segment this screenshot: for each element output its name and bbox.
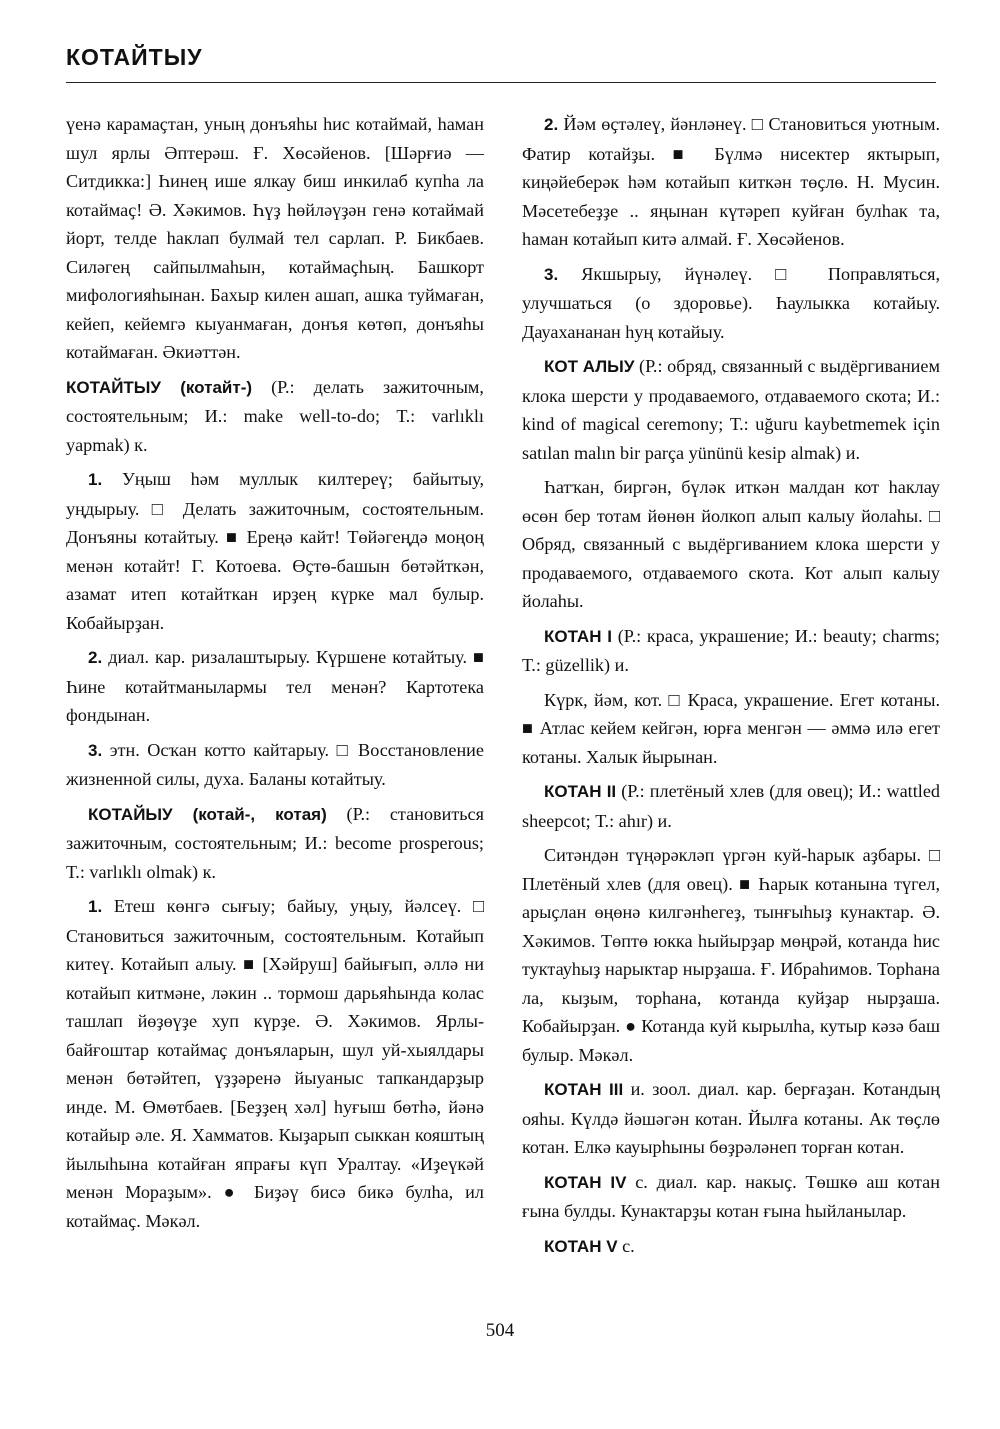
entry-headword: 1. — [88, 470, 103, 489]
entry-headword: 2. — [544, 115, 559, 134]
entry-text: (Р.: делать зажиточным, состоятельным; И.: make well-to-do; Т.: varlıklı yapmak) к. — [66, 376, 484, 455]
entry-paragraph — [66, 373, 484, 460]
entry-text: с. — [617, 1235, 635, 1256]
entry-paragraph — [66, 643, 484, 730]
entry-headword: КОТАН V — [544, 1236, 618, 1256]
entry-paragraph — [522, 110, 940, 254]
entry-text: Етеш көнгә сығыу; байыу, уңыу, йәлсеү. □ Становиться зажиточным, состоятельным. Котайып китеү. Котайып алыу. ■ [Хәйруш] байығып, әллә ни котайып китмәне, ләкин .. тормош дарьяһында колас ташлап йөҙөүҙе хуп күрҙе. Ә. Хәкимов. Ярлы-байғоштар котаймаҫ донъяларын, шул уй-хыялдары менән бөтәйтеп, үҙҙәренә йыуаныс тапкандарҙыр инде. М. Өмөтбаев. [Беҙҙең хәл] һуғыш бөтһә, йәнә котайыр әле. Я. Хамматов. Кыҙарып сыккан кояштың йылыһына котайған япрағы күп Уралтау. «Иҙеүкәй менән Мораҙым». ● Биҙәү бисә бикә булһа, ил котаймаҫ. Мәкәл. — [66, 896, 484, 1231]
entry-headword: КОТАН II — [544, 782, 617, 801]
entry-headword: КОТАЙЫУ (котай-, котая) — [88, 804, 327, 824]
entry-headword: 3. — [544, 264, 559, 284]
entry-paragraph — [522, 686, 940, 772]
entry-paragraph — [522, 260, 940, 347]
entry-text: (Р.: краса, украшение; И.: beauty; charms; Т.: güzellik) и. — [522, 625, 940, 675]
entry-text: (Р.: становиться зажиточным, состоятельным; И.: become prosperous; Т.: varlıklı olmak) к. — [66, 803, 484, 882]
entry-text: (Р.: плетёный хлев (для овец); И.: wattled sheepcot; Т.: ahır) и. — [522, 781, 940, 831]
entry-text: с. диал. кар. накыҫ. Төшкө аш котан ғына булды. Кунактарҙы котан ғына һыйланылар. — [522, 1171, 940, 1221]
entry-headword: КОТАН IV — [544, 1172, 627, 1192]
entry-paragraph — [66, 800, 484, 887]
header-rule — [66, 82, 936, 83]
entry-headword: 3. — [88, 740, 103, 760]
left-column — [66, 110, 484, 1241]
entry-headword: 1. — [88, 897, 103, 916]
page-number: 504 — [485, 1320, 515, 1341]
entry-paragraph — [66, 736, 484, 794]
entry-paragraph — [66, 465, 484, 637]
entry-paragraph — [522, 1075, 940, 1162]
entry-paragraph — [66, 110, 484, 367]
right-column — [522, 110, 940, 1267]
entry-text: (Р.: обряд, связанный с выдёргиванием клока шерсти у продаваемого, отдаваемого скота; И.: kind of magical ceremony; Т.: uğuru kaybetmemek için satılan malın bir parça yününü kesip almak) и. — [522, 356, 940, 463]
entry-paragraph — [522, 352, 940, 467]
entry-text: Якшырыу, йүнәлеү. □ Поправляться, улучшаться (о здоровье). Һаулыкка котайыу. Дауахананан һуң котайыу. — [522, 263, 940, 342]
entry-paragraph — [522, 622, 940, 680]
entry-paragraph — [66, 892, 484, 1235]
entry-headword: КОТАН I — [544, 626, 613, 646]
entry-headword: КОТ АЛЫУ — [544, 357, 635, 376]
entry-paragraph — [522, 1168, 940, 1226]
entry-text: диал. кар. ризалаштырыу. Күршене котайтыу. ■ Һине котайтманылармы тел менән? Картотека фондынан. — [66, 647, 484, 725]
entry-text: Күрк, йәм, кот. □ Краса, украшение. Егет котаны. ■ Атлас кейем кейгән, юрға менгән — әммә илә егет котаны. Халык йырынан. — [522, 689, 940, 767]
entry-paragraph — [522, 1232, 940, 1262]
entry-paragraph — [522, 841, 940, 1069]
entry-text: и. зоол. диал. кар. берғаҙан. Котандың ояһы. Күлдә йәшәгән котан. Йылға котаны. Ак төҫлө котан. Елкә кауырһыны бөҙрәләнеп торған котан. — [522, 1079, 940, 1157]
entry-headword: КОТАН III — [544, 1080, 624, 1099]
entry-text: үенә карамаҫтан, уның донъяһы һис котаймай, һаман шул ярлы Әптерәш. Ғ. Хөсәйенов. [Шәрғиә — Ситдикка:] Һинең ише ялкау биш инкилаб купһа ла котаймаҫ! Ә. Хәкимов. Һүҙ һөйләүҙән генә котаймай йорт, телде һаклап булмай тел сарлап. Р. Бикбаев. Силәгең сайпылмаһын, котаймаҫһың. Башкорт мифологияһынан. Бахыр килен ашап, ашка туймаған, кейеп, кейемгә кыуанмаған, донъя көтөп, донъяһы котаймаған. Әкиәттән. — [66, 114, 484, 362]
entry-headword: КОТАЙТЫУ (котайт-) — [66, 377, 253, 397]
entry-text: Йәм өҫтәлеү, йәнләнеү. □ Становиться уютным. Фатир котайҙы. ■ Бүлмә нисектер яктырып, киңәйеберәк һәм котайып киткән төҫлө. Н. Мусин. Мәсетебеҙҙе .. яңынан күтәреп куйған булһак та, һаман котайып китә алмай. Ғ. Хөсәйенов. — [522, 114, 940, 249]
entry-headword: 2. — [88, 648, 103, 667]
entry-text: Уңыш һәм муллык килтереү; байытыу, уңдырыу. □ Делать зажиточным, состоятельным. Донъяны котайтыу. ■ Ереңә кайт! Төйәгеңдә моңоң менән котайт! Г. Котоева. Өҫтө-башын бөтәйткән, азамат итеп котайткан ирҙең күрке мал булыр. Кобайырҙан. — [66, 469, 484, 633]
entry-paragraph — [522, 473, 940, 616]
entry-text: этн. Осҡан котто кайтарыу. □ Восстановление жизненной силы, духа. Баланы котайтыу. — [66, 739, 484, 789]
entry-text: Һатҡан, биргән, бүләк иткән малдан кот һаклау өсөн бер тотам йөнөн йолкоп алып калыу йолаһы. □ Обряд, связанный с выдёргиванием клока шерсти у продаваемого, отдаваемого скота. Кот алып калыу йолаһы. — [522, 477, 940, 611]
entry-text: Ситәндән түңәрәкләп үргән куй-һарык аҙбары. □ Плетёный хлев (для овец). ■ Һарык котанына түгел, арыҫлан өңөнә килгәнһегеҙ, тынғыһыҙ кунактар. Ә. Хәкимов. Төптө юкка һыйырҙар мөңрәй, котанда һис туктауһыҙ нарыктар нырҙаша. Ғ. Ибраһимов. Торһана ла, кыҙым, торһана, котанда куйҙар нырҙаша. Кобайырҙан. ● Котанда куй кырылһа, кутыр кәзә баш булыр. Мәкәл. — [522, 845, 940, 1065]
running-head: КОТАЙТЫУ — [66, 44, 203, 70]
entry-paragraph — [522, 777, 940, 835]
